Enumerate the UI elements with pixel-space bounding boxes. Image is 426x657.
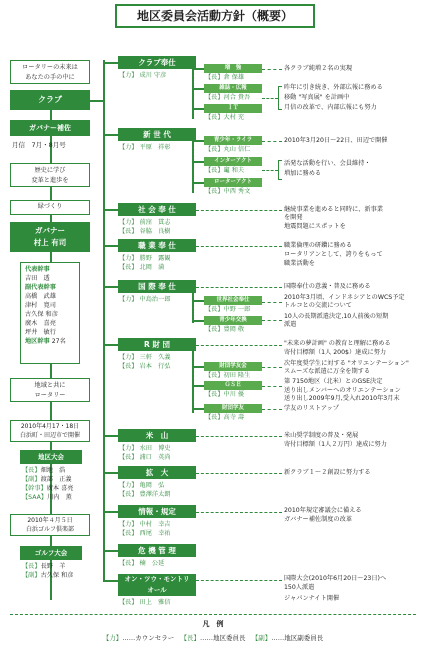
page-title: 地区委員会活動方針（概要）	[115, 4, 315, 28]
reps-box	[20, 262, 80, 364]
sub-it: ＩＴ	[204, 104, 262, 113]
sub-youth-ryla: 青少年・ライラ	[204, 136, 262, 145]
rep-name: 坪井 敏行	[25, 329, 56, 336]
sub-world-community-service: 世界社会奉仕	[204, 296, 262, 305]
conf-date-box: 2010年4月17・18日 白浜町・田辺市で開催	[10, 420, 90, 442]
sub-magazine-pr: 雑誌・広報	[204, 84, 262, 93]
legend-label: ……地区副委員長	[271, 634, 324, 642]
section-head-vocational-service: 職 業 奉 仕	[118, 239, 196, 252]
club-box: クラブ	[10, 90, 90, 110]
golf-date-box: 2010年４月５日 白浜ゴルフ倶楽部	[10, 514, 90, 536]
history-box: 歴史に学び 変革と進歩を	[10, 163, 90, 187]
sub-foundation-scholars: 財団学友会	[204, 362, 262, 371]
district-conf-box: 地区大会	[20, 450, 82, 464]
rep-name: 27名	[51, 338, 66, 345]
governor-box: ガバナー 村上 有司	[10, 222, 90, 252]
sub-youth-exchange: 青少年交換	[204, 316, 262, 325]
section-head-risk-management: 危 機 管 理	[118, 544, 196, 557]
section-head-club-service: クラブ奉仕	[118, 56, 196, 69]
community-box: 地域と共に ロータリー	[10, 378, 90, 402]
rep-tag: 代表幹事	[25, 266, 50, 273]
conf-people: 【長】畑地 浩 【副】渡部 正義 【幹事】廣本 喜亮 【SAA】川内 薫	[22, 467, 74, 501]
rep-name: 廣木 喜亮	[25, 320, 56, 327]
green-box: 緑づくり	[10, 200, 90, 215]
rep-tag: 地区幹事	[25, 338, 50, 345]
motto-box: ロータリーの未来は あなたの手の中に	[10, 60, 90, 84]
legend-title: 凡 例	[202, 620, 224, 628]
rep-name: 吉田 透	[25, 275, 50, 282]
rep-name: 高橋 武雄	[25, 293, 56, 300]
section-counselor: 【力】 成川 守彦	[119, 72, 167, 79]
legend-label: ……地区委員長	[200, 634, 246, 642]
governor-elect-box: ガバナー補佐	[10, 120, 90, 136]
legend-tag: 【副】	[251, 634, 272, 642]
section-head-community-service: 社 会 奉 仕	[118, 203, 196, 216]
legend-tag: 【長】	[180, 634, 200, 642]
sub-interact: インターアクト	[204, 157, 262, 166]
section-head-on-to-montreal: オン・ツウ・モントリオール	[118, 574, 196, 596]
sub-foundation-alumni: 財団学友	[204, 404, 262, 413]
section-head-yoneyama: 米 山	[118, 429, 196, 442]
golf-people: 【長】長野 羊 【副】古久保 和彦	[22, 563, 74, 579]
main-trunk	[103, 60, 105, 580]
rep-tag: 副代表幹事	[25, 284, 56, 291]
sub-rotaract: ローターアクト	[204, 178, 262, 187]
section-head-rotary-foundation: R 財 団	[118, 338, 196, 351]
month-label: 月信 7月・8月号	[12, 141, 66, 149]
rep-name: 古久保 和彦	[25, 311, 58, 318]
section-head-international-service: 国 際 奉 仕	[118, 280, 196, 293]
legend-divider	[10, 614, 416, 615]
section-head-new-generations: 新 世 代	[118, 128, 196, 141]
section-head-information-rules: 情報・規定	[118, 505, 196, 518]
rep-name: 津村 寛司	[25, 302, 56, 309]
legend-tag: 【力】	[102, 634, 123, 642]
sub-gse: ＧＳＥ	[204, 381, 262, 390]
section-head-extension: 拡 大	[118, 466, 196, 479]
golf-box: ゴルフ大会	[20, 546, 82, 560]
legend-label: ……カウンセラー	[122, 634, 175, 642]
legend-items	[0, 633, 426, 642]
sub-membership: 増 強	[204, 64, 262, 73]
